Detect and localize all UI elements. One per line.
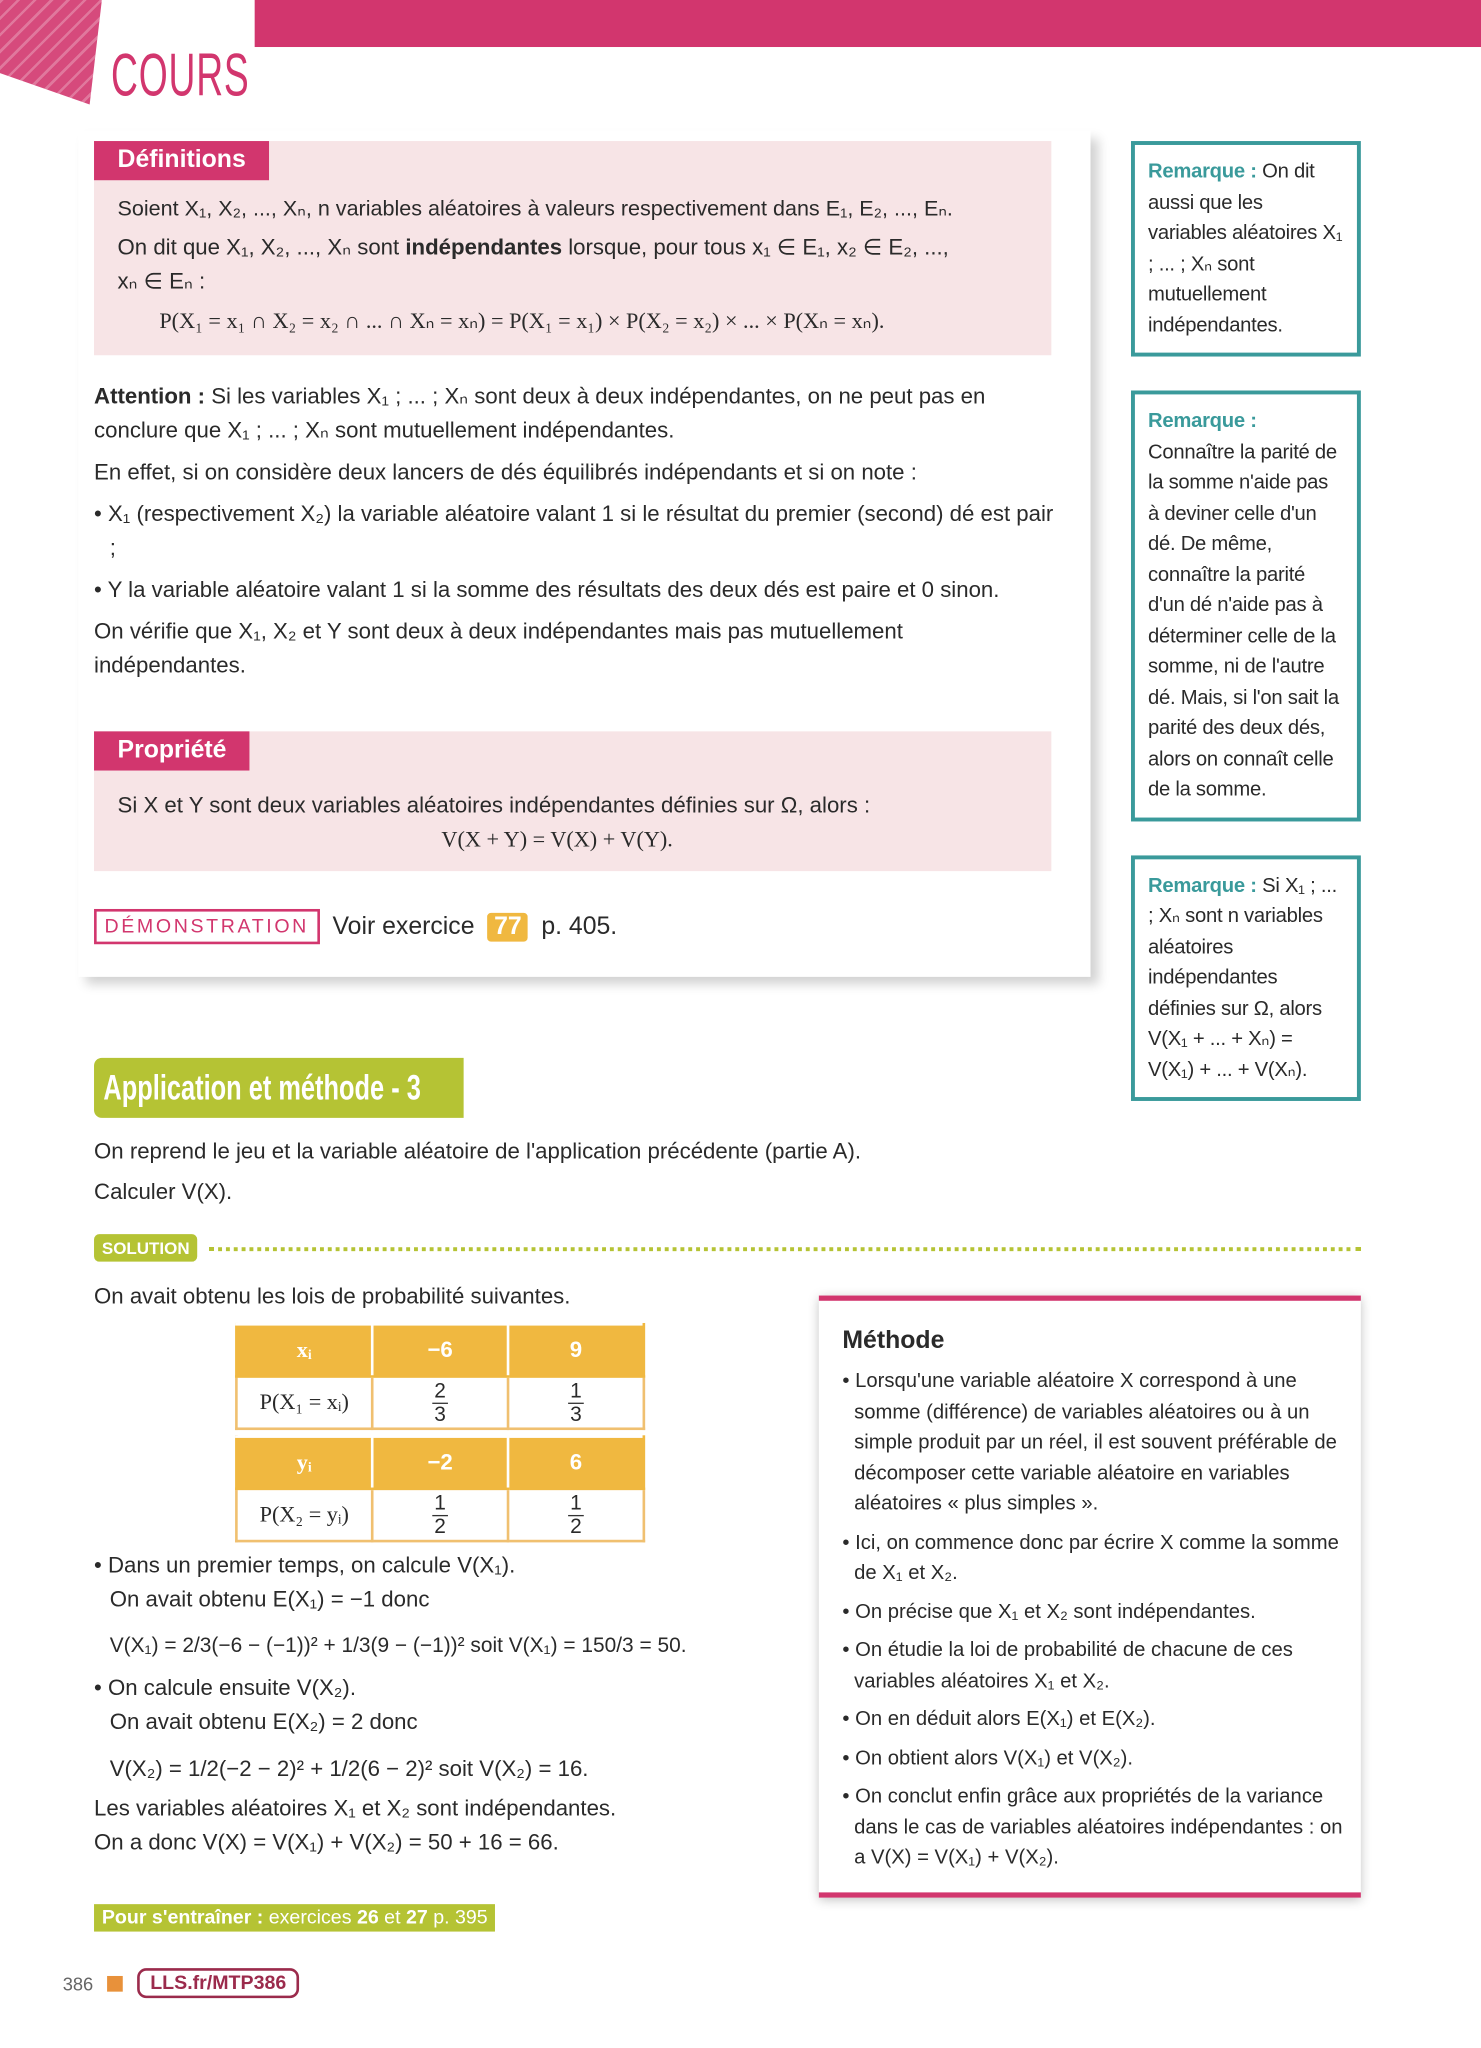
exercise-link[interactable]: 77 [488,912,529,941]
step: On avait obtenu E(X₁) = −1 donc [109,1586,430,1612]
dotted-divider [209,1247,1361,1251]
numerator: 1 [568,1492,585,1516]
row-label: P(X₁ = xᵢ) [236,1377,372,1429]
definition-formula: P(X₁ = x₁ ∩ X₂ = x₂ ∩ ... ∩ Xₙ = xₙ) = P(X₁ = x₁) × P(X₂ = x₂) × ... × P(Xₙ = xₙ). [159,308,885,334]
demonstration-label: DÉMONSTRATION [94,909,319,944]
propriete-text: Si X et Y sont deux variables aléatoires indépendantes définies sur Ω, alors : [117,792,871,818]
text: et [378,1906,406,1929]
text: p. 395 [427,1906,488,1929]
table-header: yᵢ [236,1437,372,1489]
exercise-number: 26 [356,1906,379,1929]
page-square-icon [107,1976,123,1992]
text: Calculer V(X). [94,1179,233,1205]
propriete-label: Propriété [94,731,250,770]
table-header: −6 [372,1324,508,1376]
header-bar [255,0,1481,47]
table-header: −2 [372,1437,508,1489]
table-header: 9 [508,1324,644,1376]
table-cell [372,1377,508,1429]
remarque-box [1131,390,1361,820]
definition-line: Soient X₁, X₂, ..., Xₙ, n variables aléatoires à valeurs respectivement dans E₁, E₂, ..., Eₙ. [117,197,953,221]
text: Voir exercice [332,912,475,940]
methode-list [819,1366,1361,1873]
exercise-number: 27 [405,1906,428,1929]
probability-table-x2 [235,1435,645,1542]
practice-label: Pour s'entraîner : [101,1906,264,1929]
methode-title: Méthode [842,1326,945,1355]
denominator: 3 [570,1403,582,1426]
remarque-text: Si X₁ ; ... ; Xₙ sont n variables aléatoires indépendantes définies sur Ω, alors V(X₁ + ... + Xₙ) = V(X₁) + ... + V(Xₙ). [1147,874,1337,1081]
page-ref: p. 405. [541,912,618,940]
application-header [94,1058,464,1118]
remarque-label: Remarque : [1147,410,1257,433]
step: On a donc V(X) = V(X₁) + V(X₂) = 50 + 16 = 66. [94,1829,559,1855]
page-number: 386 [62,1973,94,1995]
methode-box [819,1296,1361,1898]
table-cell [508,1377,644,1429]
remarque-text: On dit aussi que les variables aléatoires X₁ ; ... ; Xₙ sont mutuellement indépendantes. [1147,160,1343,337]
application-statement [94,1135,861,1209]
table-header: xᵢ [236,1324,372,1376]
bullet: • X₁ (respectivement X₂) la variable aléatoire valant 1 si le résultat du premier (second) dé est pair ; [94,501,1054,561]
practice-banner[interactable] [94,1904,495,1931]
online-link[interactable]: LLS.fr/MTP386 [137,1968,299,1998]
formula: V(X₂) = 1/2(−2 − 2)² + 1/2(6 − 2)² soit V(X₂) = 16. [109,1756,589,1782]
application-title: Application et méthode - 3 [103,1068,421,1108]
step: • Dans un premier temps, on calcule V(X₁). [94,1552,516,1578]
row-label: P(X₂ = yᵢ) [236,1489,372,1541]
remarques-column [1131,141,1361,1101]
text: On vérifie que X₁, X₂ et Y sont deux à deux indépendantes mais pas mutuellement indépendantes. [94,619,903,678]
numerator: 2 [432,1380,449,1404]
bold-term: indépendantes [405,235,563,260]
denominator: 2 [570,1515,582,1538]
methode-item: • Lorsqu'une variable aléatoire X correspond à une somme (différence) de variables aléatoires ou à un simple produit par un réel, il est souvent préférable de décomposer cette variable aléatoire en variables aléatoires « plus simples ». [842,1366,1342,1519]
bullet: • Y la variable aléatoire valant 1 si la somme des résultats des deux dés est paire et 0 sinon. [94,577,1000,603]
section-title: COURS [111,40,250,109]
probability-table-x1 [235,1323,645,1430]
text: Si les variables X₁ ; ... ; Xₙ sont deux à deux indépendantes, on ne peut pas en conclure que X₁ ; ... ; Xₙ sont mutuellement indépendantes. [94,383,986,443]
methode-item: • On en déduit alors E(X₁) et E(X₂). [842,1704,1342,1735]
text: En effet, si on considère deux lancers de dés équilibrés indépendants et si on note : [94,459,917,485]
text: On reprend le jeu et la variable aléatoire de l'application précédente (partie A). [94,1138,862,1164]
attention-text [94,380,1054,683]
solution-label: SOLUTION [94,1234,197,1261]
text: On avait obtenu les lois de probabilité suivantes. [94,1283,571,1309]
definition-line: xₙ ∈ Eₙ : [117,269,206,294]
corner-pattern [0,0,102,104]
step: On avait obtenu E(X₂) = 2 donc [109,1709,418,1735]
numerator: 1 [568,1380,585,1404]
solution-steps [94,1549,799,1860]
text: On dit que X₁, X₂, ..., Xₙ sont [117,235,406,260]
methode-item: • Ici, on commence donc par écrire X comme la somme de X₁ et X₂. [842,1527,1342,1588]
methode-item: • On étudie la loi de probabilité de chacune de ces variables aléatoires X₁ et X₂. [842,1635,1342,1696]
definitions-label: Définitions [94,141,269,180]
methode-item: • On conclut enfin grâce aux propriétés de la variance dans le cas de variables aléatoires indépendantes : on a V(X) = V(X₁) + V(X₂). [842,1781,1342,1873]
table-cell [372,1489,508,1541]
remarque-label: Remarque : [1147,874,1257,897]
text: lorsque, pour tous x₁ ∈ E₁, x₂ ∈ E₂, ..., [562,235,949,260]
remarque-text: Connaître la parité de la somme n'aide pas à deviner celle d'un dé. De même, connaître la parité d'un dé n'aide pas à déterminer celle de la somme, ni de l'autre dé. Mais, si l'on sait la parité des deux dés, alors on connaît celle de la somme. [1147,440,1339,801]
remarque-label: Remarque : [1147,160,1257,183]
demonstration-ref [94,909,617,944]
step: Les variables aléatoires X₁ et X₂ sont indépendantes. [94,1795,617,1821]
attention-label: Attention : [94,383,206,409]
denominator: 2 [434,1515,446,1538]
step: • On calcule ensuite V(X₂). [94,1675,357,1701]
denominator: 3 [434,1403,446,1426]
table-header: 6 [508,1437,644,1489]
definition-line [118,231,1045,265]
remarque-box [1131,141,1361,356]
methode-item: • On précise que X₁ et X₂ sont indépendantes. [842,1597,1342,1628]
methode-item: • On obtient alors V(X₁) et V(X₂). [842,1743,1342,1774]
definitions-text [118,192,1045,338]
text: exercices [263,1906,357,1929]
formula: V(X₁) = 2/3(−6 − (−1))² + 1/3(9 − (−1))² soit V(X₁) = 150/3 = 50. [109,1635,687,1658]
propriete-formula: V(X + Y) = V(X) + V(Y). [441,826,673,852]
numerator: 1 [432,1492,449,1516]
table-cell [508,1489,644,1541]
remarque-box [1131,855,1361,1101]
